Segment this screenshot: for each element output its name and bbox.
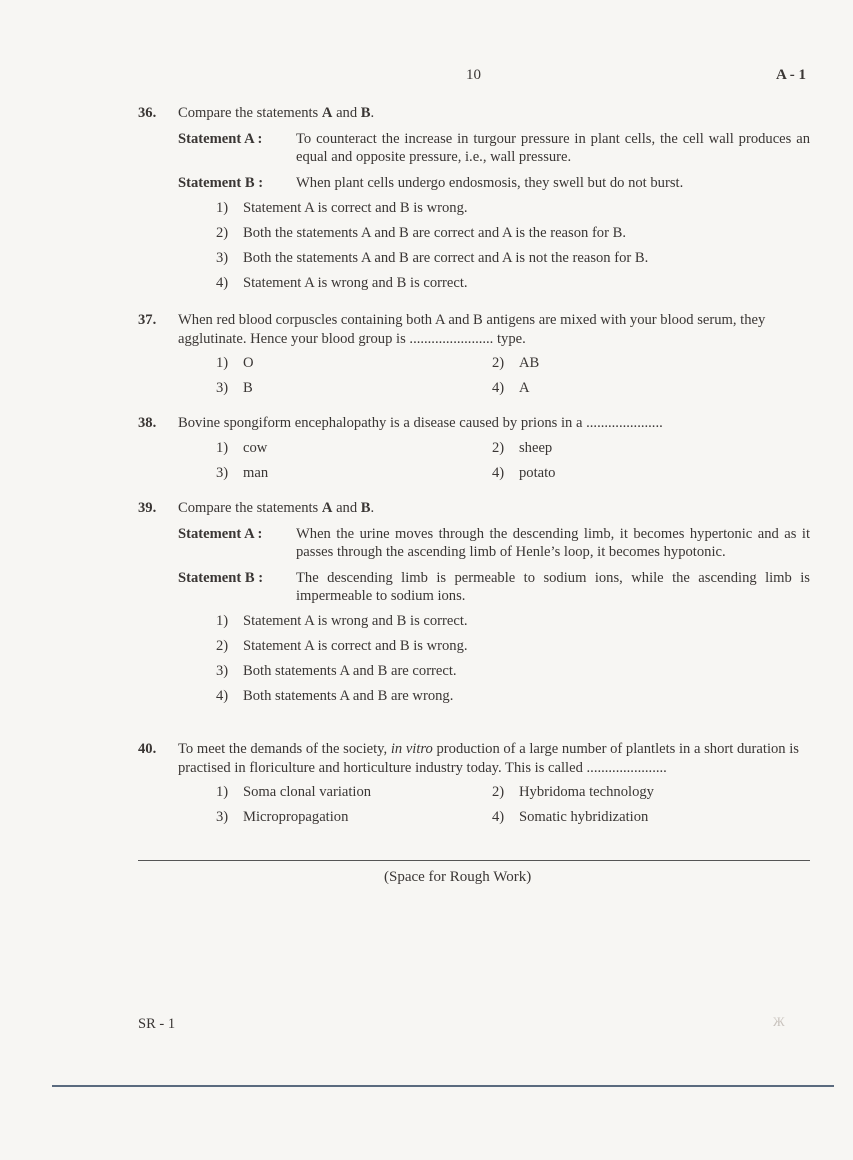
option-1: 1) Soma clonal variation: [216, 784, 372, 800]
statement-label: Statement B :: [178, 569, 264, 586]
question-text: To meet the demands of the society, in vitro production of a large number of plantlets in a short duration is practised in floriculture and horticulture industry today. This is called ......................: [178, 741, 799, 776]
option-2: 2) sheep: [492, 439, 553, 456]
option-3: 3) B: [216, 380, 253, 396]
statement-a: [178, 525, 810, 562]
option-4: 4) potato: [492, 464, 556, 481]
question-number: 38.: [138, 415, 157, 431]
option-3: 3) man: [216, 464, 269, 481]
page-number: 10: [466, 67, 481, 83]
statement-text: The descending limb is permeable to sodium ions, while the ascending limb is impermeable to sodium ions.: [296, 569, 810, 604]
statement-text: When plant cells undergo endosmosis, they swell but do not burst.: [296, 174, 684, 191]
question-36: [138, 104, 810, 292]
paper-code: A - 1: [776, 67, 806, 83]
option-1: 1) O: [216, 355, 254, 371]
bottom-edge-line: [52, 1085, 834, 1087]
option-4: 4) Both statements A and B are wrong.: [216, 688, 454, 704]
option-4: 4) A: [492, 380, 530, 396]
question-number: 40.: [138, 741, 157, 757]
statement-b: [178, 174, 810, 193]
question-40: [138, 740, 810, 827]
option-2: 2) Both the statements A and B are correct and A is the reason for B.: [216, 224, 626, 241]
option-row: [216, 373, 810, 398]
series-label: SR - 1: [138, 1016, 176, 1032]
question-38: [138, 414, 810, 483]
option-row: [216, 433, 810, 458]
question-number: 37.: [138, 312, 157, 328]
statement-a: [178, 130, 810, 167]
option-2: 2) Hybridoma technology: [492, 784, 654, 800]
option-3: 3) Both the statements A and B are correct and A is not the reason for B.: [216, 249, 649, 266]
question-number: 39.: [138, 500, 157, 516]
option-2: 2) Statement A is correct and B is wrong.: [216, 638, 468, 654]
option-4: 4) Statement A is wrong and B is correct.: [216, 274, 468, 291]
option-row: [216, 348, 810, 373]
option-1: 1) cow: [216, 439, 268, 456]
statement-label: Statement A :: [178, 525, 263, 542]
statement-b: [178, 569, 810, 606]
option-row: [216, 458, 810, 483]
option-3: 3) Micropropagation: [216, 809, 349, 825]
question-number: 36.: [138, 105, 157, 121]
option-4: 4) Somatic hybridization: [492, 809, 649, 825]
option-1: 1) Statement A is wrong and B is correct.: [216, 613, 468, 629]
option-row: [216, 802, 810, 827]
option-2: 2) AB: [492, 355, 540, 371]
statement-label: Statement B :: [178, 174, 264, 191]
question-text: Bovine spongiform encephalopathy is a disease caused by prions in a .....................: [178, 415, 663, 431]
statement-text: To counteract the increase in turgour pressure in plant cells, the cell wall produces an equal and opposite pressure, i.e., wall pressure.: [296, 130, 810, 165]
divider: [138, 860, 810, 861]
question-text: Compare the statements A and B.: [178, 500, 375, 516]
question-37: [138, 311, 810, 398]
question-text: When red blood corpuscles containing both A and B antigens are mixed with your blood serum, they agglutinate. Hence your blood group is ....................... type.: [178, 312, 766, 347]
question-text: Compare the statements A and B.: [178, 105, 375, 121]
corner-mark: Ж: [773, 1014, 785, 1029]
rough-work-label: (Space for Rough Work): [384, 869, 532, 885]
option-row: [216, 777, 810, 802]
question-39: [138, 499, 810, 706]
option-1: 1) Statement A is correct and B is wrong.: [216, 199, 468, 216]
option-3: 3) Both statements A and B are correct.: [216, 663, 457, 679]
statement-text: When the urine moves through the descending limb, it becomes hypertonic and as it passes through the ascending limb of Henle’s loop, it becomes hypotonic.: [296, 525, 810, 560]
statement-label: Statement A :: [178, 130, 263, 147]
